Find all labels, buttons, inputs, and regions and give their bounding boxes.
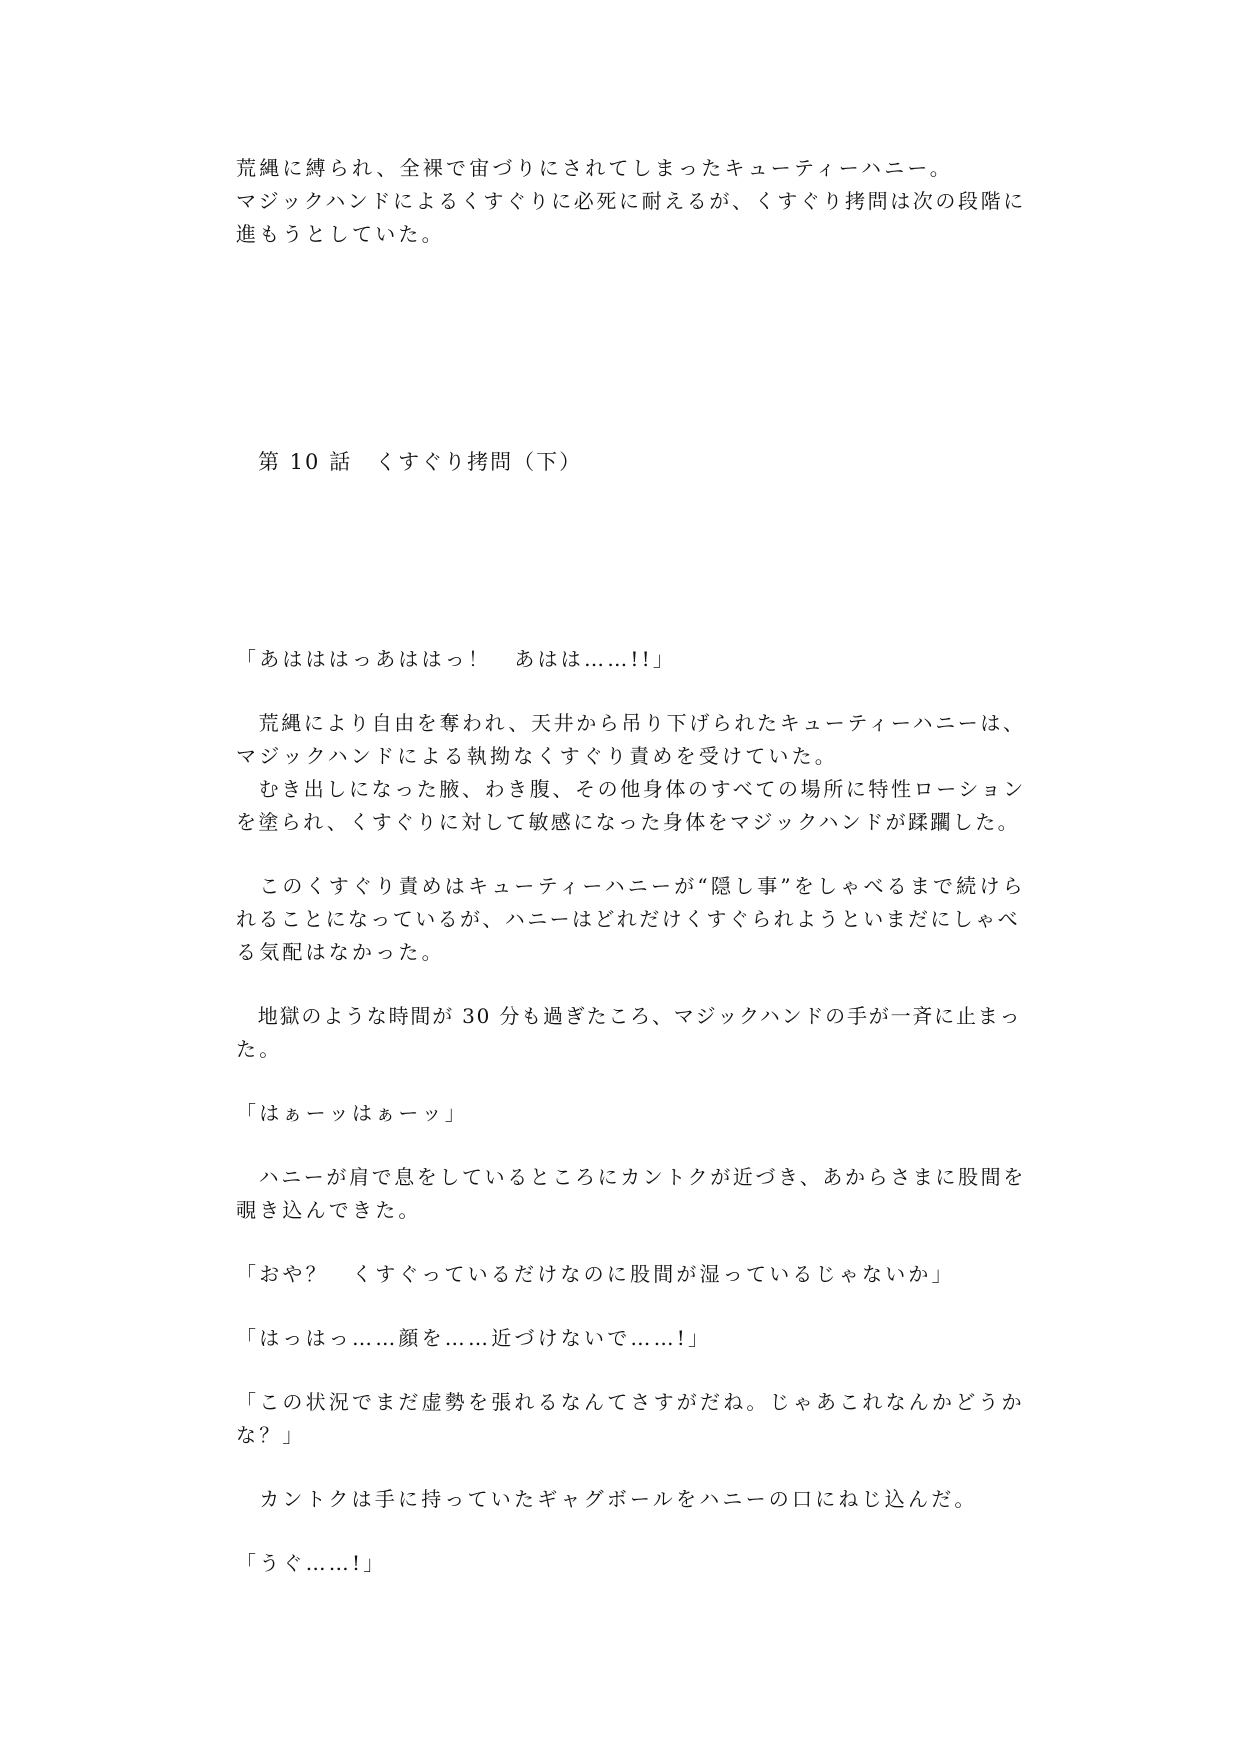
body-line-19: 「うぐ……!」 <box>236 1551 387 1575</box>
body-line-11: 「はぁーッはぁーッ」 <box>236 1101 468 1125</box>
body-line-18: カントクは手に持っていたギャグボールをハニーの口にねじ込んだ。 <box>236 1487 978 1511</box>
body-line-8: る気配はなかった。 <box>236 940 445 964</box>
body-line-7: れることになっているが、ハニーはどれだけくすぐられようといまだにしゃべ <box>236 907 1020 931</box>
intro-line-3: 進もうとしていた。 <box>236 222 445 246</box>
body-line-15: 「はっはっ……顔を……近づけないで……!」 <box>236 1326 712 1350</box>
body-line-13: 覗き込んできた。 <box>236 1198 422 1222</box>
intro-line-1: 荒縄に縛られ、全裸で宙づりにされてしまったキューティーハニー。 <box>236 156 953 180</box>
body-line-17: な？」 <box>236 1423 306 1447</box>
body-line-3: マジックハンドによる執拗なくすぐり責めを受けていた。 <box>236 744 838 768</box>
body-line-9: 地獄のような時間が 30 分も過ぎたころ、マジックハンドの手が一斉に止まっ <box>236 1004 1022 1028</box>
body-line-1: 「あはははっあははっ！ あはは……!!」 <box>236 647 677 671</box>
chapter-title: 第 10 話 くすぐり拷問（下） <box>258 450 583 474</box>
body-line-10: た。 <box>236 1037 283 1061</box>
body-line-14: 「おや？ くすぐっているだけなのに股間が湿っているじゃないか」 <box>236 1262 955 1286</box>
body-line-5: を塗られ、くすぐりに対して敏感になった身体をマジックハンドが蹂躙した。 <box>236 810 1020 834</box>
body-line-16: 「この状況でまだ虚勢を張れるなんてさすがだね。じゃあこれなんかどうか <box>236 1390 1025 1414</box>
body-line-6: このくすぐり責めはキューティーハニーが“隠し事”をしゃべるまで続けら <box>236 874 1026 898</box>
body-line-4: むき出しになった腋、わき腹、その他身体のすべての場所に特性ローション <box>236 777 1026 801</box>
body-line-12: ハニーが肩で息をしているところにカントクが近づき、あからさまに股間を <box>236 1165 1026 1189</box>
intro-line-2: マジックハンドによるくすぐりに必死に耐えるが、くすぐり拷問は次の段階に <box>236 189 1026 213</box>
body-line-2: 荒縄により自由を奪われ、天井から吊り下げられたキューティーハニーは、 <box>236 711 1026 735</box>
